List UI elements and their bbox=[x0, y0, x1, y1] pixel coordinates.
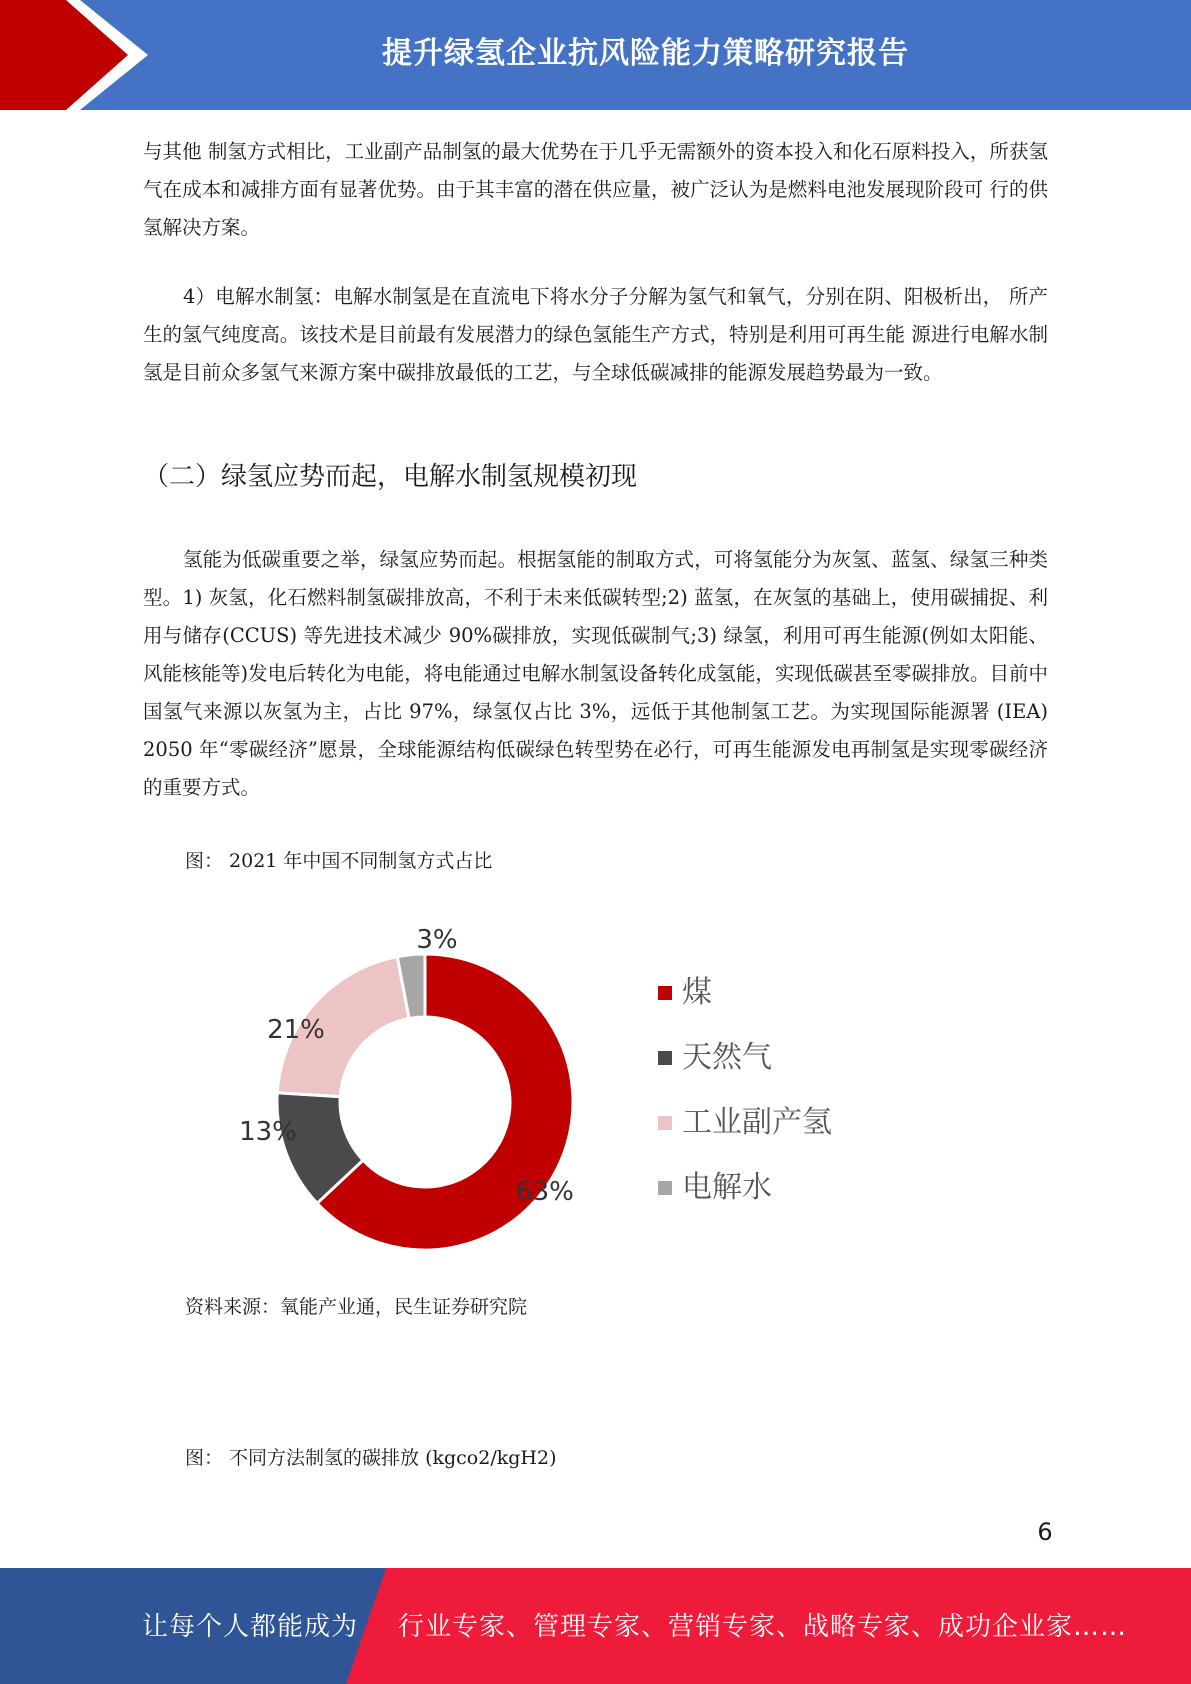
legend-marker-2 bbox=[658, 1051, 672, 1065]
slice-label-2: 13% bbox=[239, 1117, 297, 1147]
paragraph-green-hydrogen: 氢能为低碳重要之举，绿氢应势而起。根据氢能的制取方式，可将氢能分为灰氢、蓝氢、绿氢三种类型。1) 灰氢，化石燃料制氢碳排放高，不利于未来低碳转型;2) 蓝氢，在灰氢的基础上，使用碳捕捉、利用与储存(CCUS) 等先进技术减少 90%碳排放，实现低碳制气;3) 绿氢，利用可再生能源(例如太阳能、风能核能等)发电后转化为电能，将电能通过电解水制氢设备转化成氢能，实现低碳甚至零碳排放。目前中国氢气来源以灰氢为主，占比 97%，绿氢仅占比 3%，远低于其他制氢工艺。为实现国际能源署 (IEA) 2050 年“零碳经济”愿景，全球能源结构低碳绿色转型势在必行，可再生能源发电再制氢是实现零碳经济的重要方式。 bbox=[143, 548, 1048, 799]
donut-chart-svg bbox=[200, 900, 900, 1270]
legend-marker-1 bbox=[658, 986, 672, 1000]
figure-caption-emissions: 图： 不同方法制氢的碳排放 (kgco2/kgH2) bbox=[185, 1447, 557, 1469]
legend-label-3: 工业副产氢 bbox=[682, 1105, 832, 1140]
page-footer bbox=[0, 1568, 1191, 1684]
legend-label-2: 天然气 bbox=[682, 1040, 772, 1075]
page-header bbox=[0, 0, 1191, 110]
hydrogen-production-share-chart bbox=[200, 900, 900, 1270]
footer-slogan-right: 行业专家、管理专家、营销专家、战略专家、成功企业家…… bbox=[398, 1612, 1128, 1642]
legend-marker-4 bbox=[658, 1181, 672, 1195]
legend-label-1: 煤 bbox=[682, 975, 712, 1010]
page-number: 6 bbox=[1037, 1518, 1053, 1546]
section-heading: （二）绿氢应势而起，电解水制氢规模初现 bbox=[143, 462, 638, 492]
slice-label-3: 21% bbox=[267, 1015, 325, 1045]
source-note: 资料来源：氧能产业通，民生证券研究院 bbox=[185, 1296, 528, 1318]
slice-label-4: 3% bbox=[416, 925, 458, 955]
legend-label-4: 电解水 bbox=[682, 1170, 772, 1205]
paragraph-electrolysis: 4）电解水制氢：电解水制氢是在直流电下将水分子分解为氢气和氧气，分别在阴、阳极析出， 所产生的氢气纯度高。该技术是目前最有发展潜力的绿色氢能生产方式，特别是利用可再生能 源进行电解水制氢是目前众多氢气来源方案中碳排放最低的工艺，与全球低碳减排的能源发展趋势最为一致。 bbox=[143, 285, 1048, 384]
slice-label-1: 63% bbox=[516, 1177, 574, 1207]
footer-slogan-left: 让每个人都能成为 bbox=[142, 1612, 359, 1642]
report-title: 提升绿氢企业抗风险能力策略研究报告 bbox=[382, 36, 909, 71]
paragraph-byproduct-hydrogen: 与其他 制氢方式相比，工业副产品制氢的最大优势在于几乎无需额外的资本投入和化石原料投入，所获氢 气在成本和减排方面有显著优势。由于其丰富的潜在供应量，被广泛认为是燃料电池发展现阶段可 行的供氢解决方案。 bbox=[143, 140, 1048, 239]
legend-marker-3 bbox=[658, 1116, 672, 1130]
figure-caption-share: 图： 2021 年中国不同制氢方式占比 bbox=[185, 850, 493, 872]
